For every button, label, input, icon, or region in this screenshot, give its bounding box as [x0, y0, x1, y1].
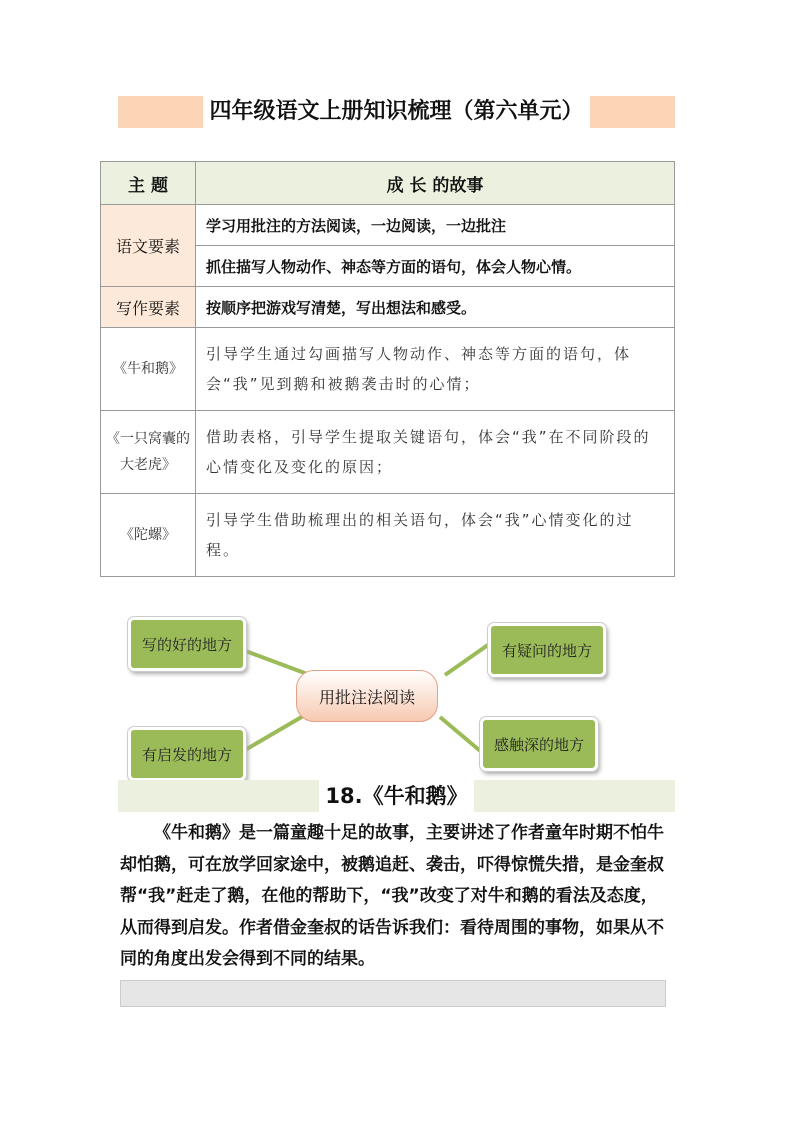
title-band [118, 96, 675, 128]
mindmap-node: 写的好的地方 [128, 617, 246, 671]
lesson-title: 《陀螺》 [101, 494, 196, 577]
section-title: 18.《牛和鹅》 [319, 780, 473, 812]
summary-paragraph: 《牛和鹅》是一篇童趣十足的故事，主要讲述了作者童年时期不怕牛却怕鹅，可在放学回家途中，被鹅追赶、袭击，吓得惊慌失措，是金奎叔帮“我”赶走了鹅，在他的帮助下，“我”改变了对牛和鹅的看法及态度，从而得到启发。作者借金奎叔的话告诉我们：看待周围的事物，如果从不同的角度出发会得到不同的结果。 [120, 823, 664, 969]
section-band [118, 780, 675, 812]
page-title: 四年级语文上册知识梳理（第六单元） [203, 96, 589, 128]
language-label: 语文要素 [101, 205, 196, 287]
lesson-text: 借助表格，引导学生提取关键语句，体会“我”在不同阶段的心情变化及变化的原因； [196, 411, 675, 494]
header-label: 主 题 [101, 162, 196, 205]
mindmap-node: 有启发的地方 [128, 727, 246, 781]
lesson-text: 引导学生通过勾画描写人物动作、神态等方面的语句，体会“我”见到鹅和被鹅袭击时的心情； [196, 328, 675, 411]
lesson-text: 引导学生借助梳理出的相关语句，体会“我”心情变化的过程。 [196, 494, 675, 577]
mindmap-center: 用批注法阅读 [296, 670, 438, 722]
mindmap-node: 感触深的地方 [480, 717, 598, 771]
writing-value: 按顺序把游戏写清楚，写出想法和感受。 [196, 287, 675, 328]
knowledge-table [100, 161, 675, 577]
writing-label: 写作要素 [101, 287, 196, 328]
header-value: 成 长 的故事 [196, 162, 675, 205]
mindmap [100, 605, 680, 780]
language-item: 学习用批注的方法阅读，一边阅读，一边批注 [196, 205, 675, 246]
mindmap-node: 有疑问的地方 [488, 623, 606, 677]
cropped-image-strip [120, 980, 666, 1007]
lesson-title: 《一只窝囊的大老虎》 [101, 411, 196, 494]
language-item: 抓住描写人物动作、神态等方面的语句，体会人物心情。 [196, 246, 675, 287]
lesson-title: 《牛和鹅》 [101, 328, 196, 411]
